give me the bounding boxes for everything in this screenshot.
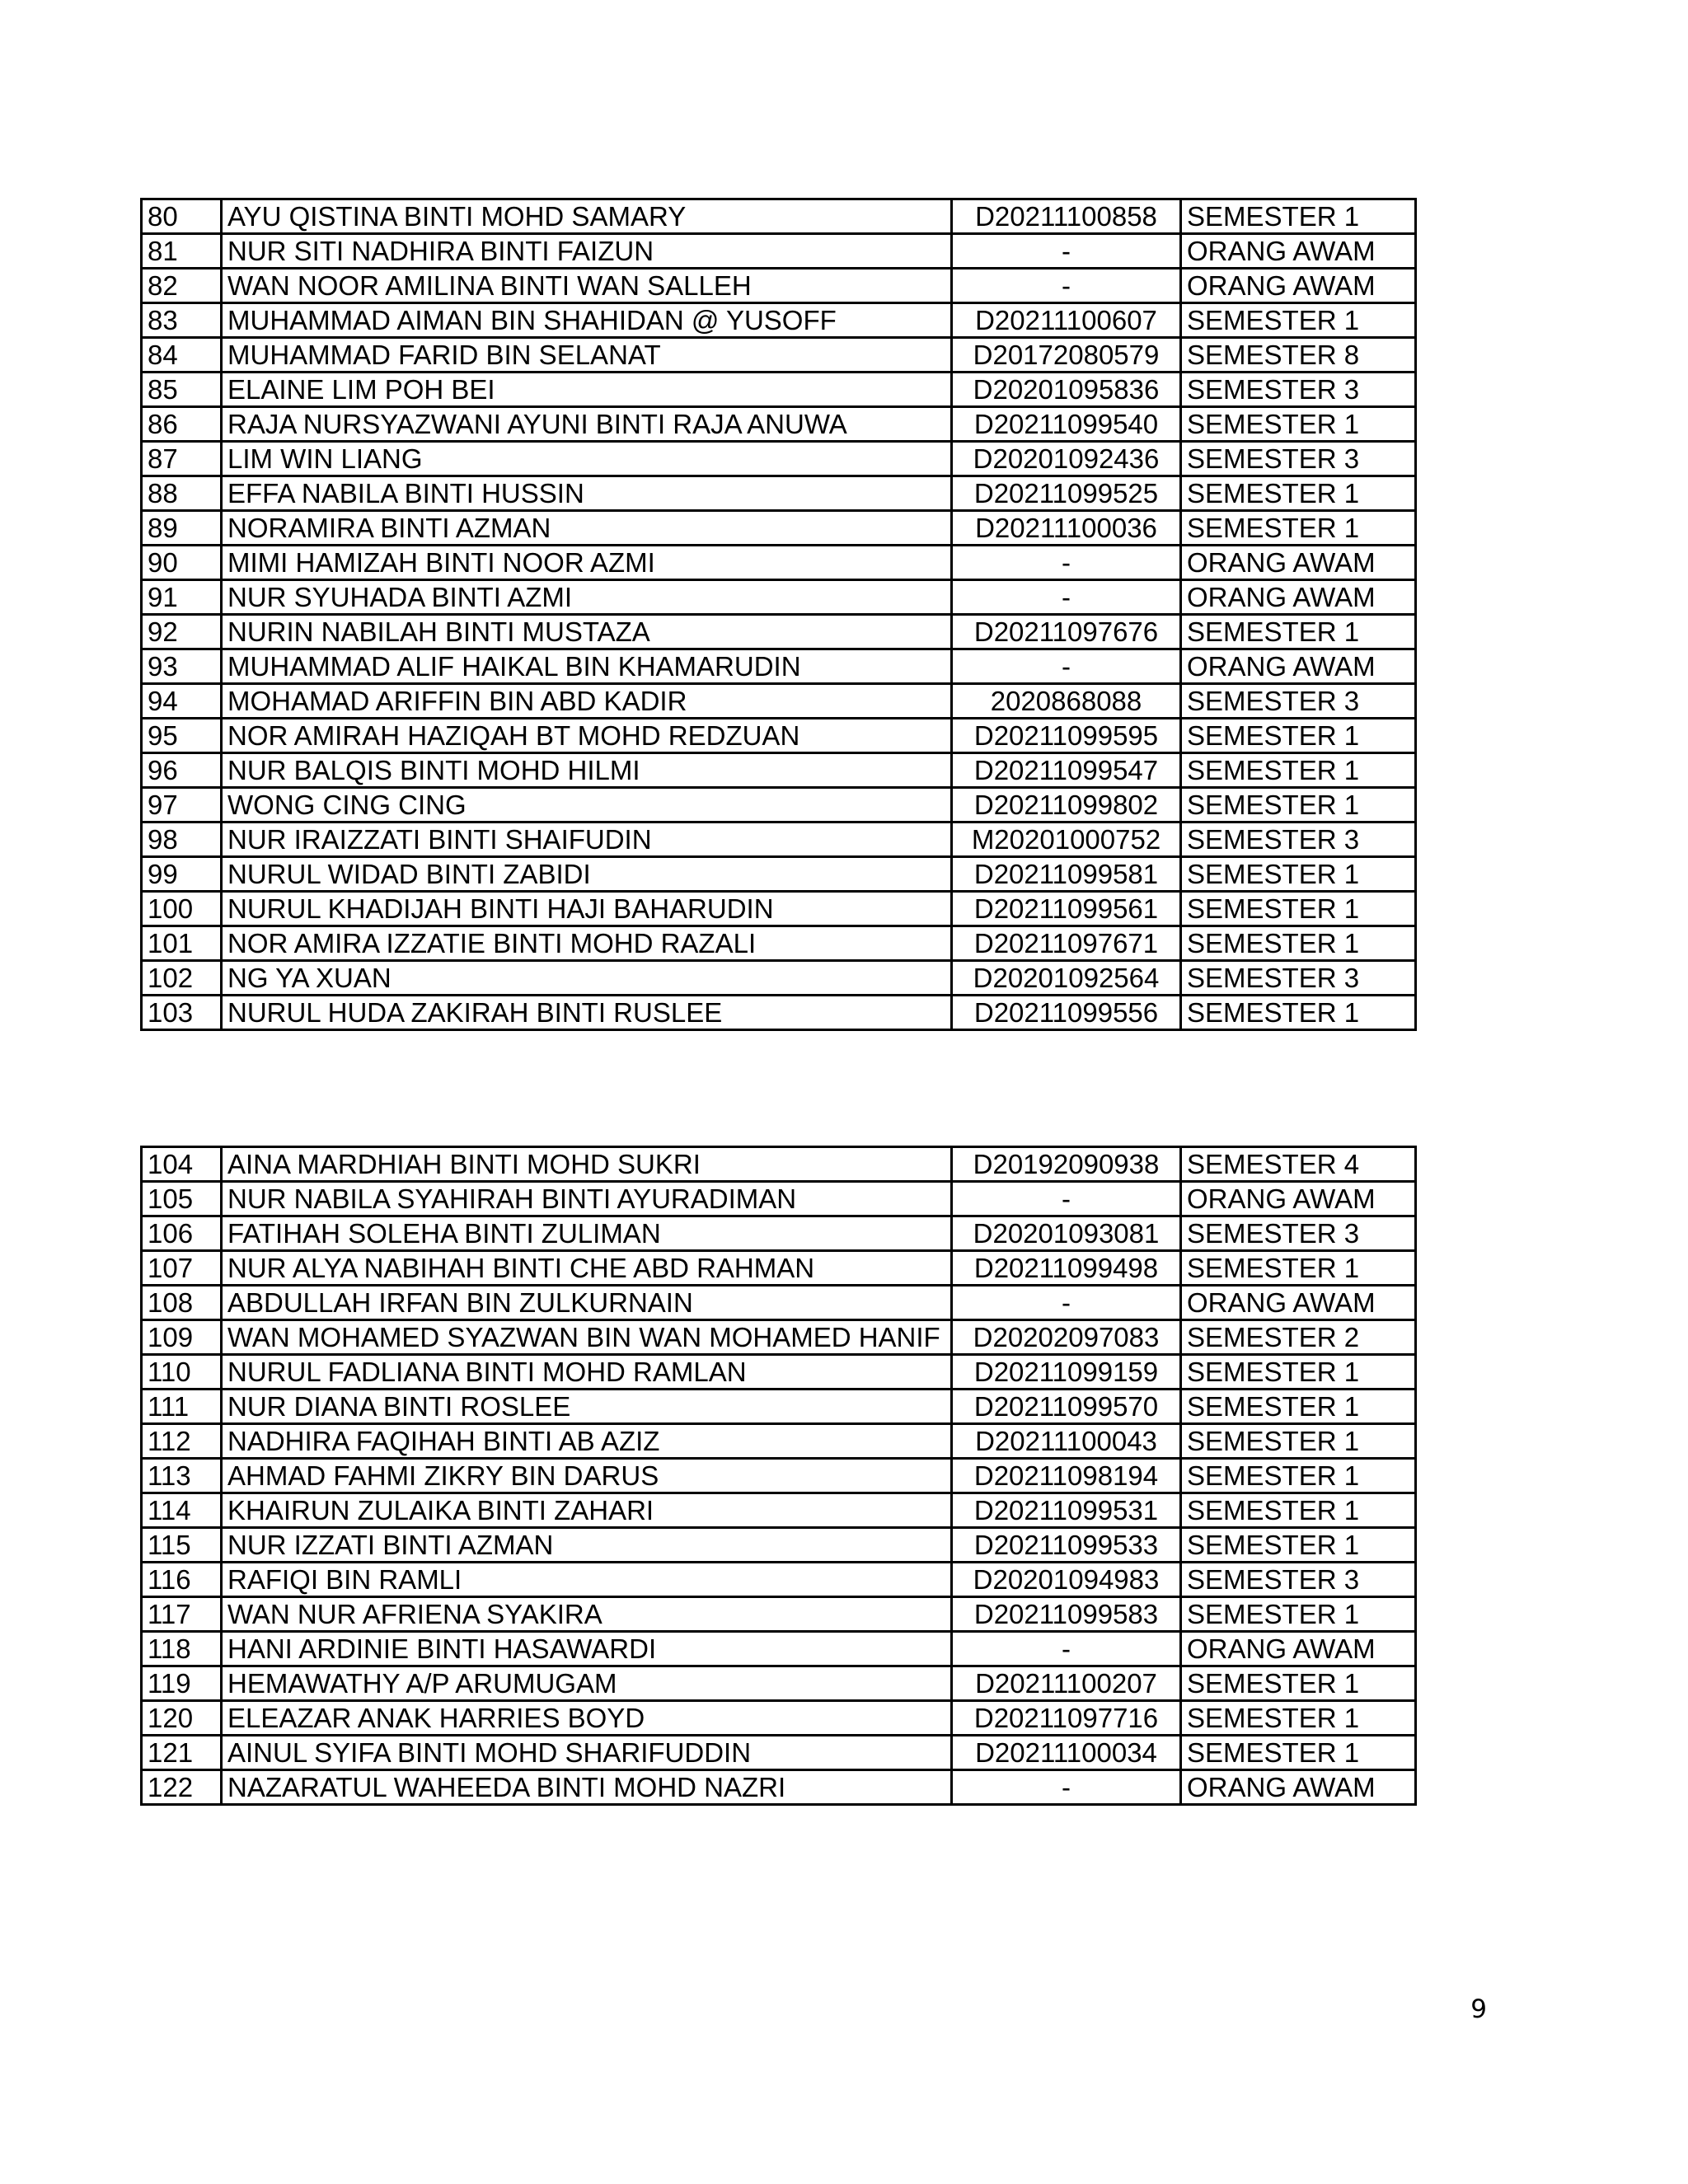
name-cell: NURIN NABILAH BINTI MUSTAZA (222, 615, 952, 649)
status-cell: SEMESTER 1 (1181, 788, 1416, 823)
participant-table-body (142, 1147, 1416, 1805)
table-row (142, 788, 1416, 823)
name-cell: NG YA XUAN (222, 961, 952, 996)
status-cell: SEMESTER 3 (1181, 1216, 1416, 1251)
table-row (142, 823, 1416, 857)
table-row (142, 373, 1416, 407)
status-cell: ORANG AWAM (1181, 234, 1416, 269)
table-row (142, 338, 1416, 373)
table-row (142, 303, 1416, 338)
participant-table-2 (140, 1146, 1417, 1806)
table-row (142, 892, 1416, 926)
table-row (142, 580, 1416, 615)
status-cell: SEMESTER 4 (1181, 1147, 1416, 1182)
table-row (142, 1355, 1416, 1390)
name-cell: RAFIQI BIN RAMLI (222, 1563, 952, 1597)
row-number-cell: 112 (142, 1424, 222, 1459)
participant-table-body (142, 199, 1416, 1030)
name-cell: MIMI HAMIZAH BINTI NOOR AZMI (222, 546, 952, 580)
table-row (142, 1736, 1416, 1770)
status-cell: SEMESTER 3 (1181, 442, 1416, 476)
matric-id-cell: D20211097671 (952, 926, 1181, 961)
table-row (142, 1493, 1416, 1528)
row-number-cell: 82 (142, 269, 222, 303)
name-cell: NURUL FADLIANA BINTI MOHD RAMLAN (222, 1355, 952, 1390)
status-cell: SEMESTER 3 (1181, 961, 1416, 996)
matric-id-cell: D20211099159 (952, 1355, 1181, 1390)
table-row (142, 1216, 1416, 1251)
table-row (142, 1286, 1416, 1320)
matric-id-cell: D20211100043 (952, 1424, 1181, 1459)
table-row (142, 1424, 1416, 1459)
table-row (142, 719, 1416, 753)
row-number-cell: 99 (142, 857, 222, 892)
status-cell: SEMESTER 2 (1181, 1320, 1416, 1355)
name-cell: HEMAWATHY A/P ARUMUGAM (222, 1666, 952, 1701)
table-row (142, 1182, 1416, 1216)
status-cell: SEMESTER 1 (1181, 1390, 1416, 1424)
row-number-cell: 107 (142, 1251, 222, 1286)
row-number-cell: 91 (142, 580, 222, 615)
name-cell: NUR NABILA SYAHIRAH BINTI AYURADIMAN (222, 1182, 952, 1216)
table-row (142, 753, 1416, 788)
status-cell: ORANG AWAM (1181, 1632, 1416, 1666)
name-cell: NUR IRAIZZATI BINTI SHAIFUDIN (222, 823, 952, 857)
table-row (142, 1701, 1416, 1736)
table-row (142, 1597, 1416, 1632)
row-number-cell: 104 (142, 1147, 222, 1182)
table-row (142, 996, 1416, 1030)
matric-id-cell: D20211099581 (952, 857, 1181, 892)
name-cell: MOHAMAD ARIFFIN BIN ABD KADIR (222, 684, 952, 719)
name-cell: ELAINE LIM POH BEI (222, 373, 952, 407)
matric-id-cell: D20211100858 (952, 199, 1181, 234)
matric-id-cell: D20201094983 (952, 1563, 1181, 1597)
matric-id-cell: D20211099547 (952, 753, 1181, 788)
name-cell: NUR SYUHADA BINTI AZMI (222, 580, 952, 615)
table-row (142, 1528, 1416, 1563)
matric-id-cell: D20201093081 (952, 1216, 1181, 1251)
row-number-cell: 88 (142, 476, 222, 511)
row-number-cell: 118 (142, 1632, 222, 1666)
status-cell: SEMESTER 1 (1181, 1493, 1416, 1528)
matric-id-cell: - (952, 234, 1181, 269)
status-cell: SEMESTER 1 (1181, 407, 1416, 442)
matric-id-cell: - (952, 1286, 1181, 1320)
matric-id-cell: - (952, 269, 1181, 303)
row-number-cell: 111 (142, 1390, 222, 1424)
status-cell: ORANG AWAM (1181, 269, 1416, 303)
name-cell: NUR BALQIS BINTI MOHD HILMI (222, 753, 952, 788)
status-cell: SEMESTER 1 (1181, 926, 1416, 961)
row-number-cell: 85 (142, 373, 222, 407)
matric-id-cell: - (952, 546, 1181, 580)
status-cell: SEMESTER 1 (1181, 476, 1416, 511)
status-cell: SEMESTER 1 (1181, 753, 1416, 788)
row-number-cell: 108 (142, 1286, 222, 1320)
row-number-cell: 120 (142, 1701, 222, 1736)
matric-id-cell: D20211099556 (952, 996, 1181, 1030)
status-cell: ORANG AWAM (1181, 649, 1416, 684)
row-number-cell: 113 (142, 1459, 222, 1493)
matric-id-cell: M20201000752 (952, 823, 1181, 857)
row-number-cell: 119 (142, 1666, 222, 1701)
matric-id-cell: D20211099802 (952, 788, 1181, 823)
table-row (142, 546, 1416, 580)
status-cell: ORANG AWAM (1181, 580, 1416, 615)
status-cell: SEMESTER 1 (1181, 857, 1416, 892)
status-cell: SEMESTER 1 (1181, 1251, 1416, 1286)
row-number-cell: 95 (142, 719, 222, 753)
matric-id-cell: D20211099533 (952, 1528, 1181, 1563)
status-cell: SEMESTER 1 (1181, 1597, 1416, 1632)
row-number-cell: 101 (142, 926, 222, 961)
matric-id-cell: D20211099531 (952, 1493, 1181, 1528)
status-cell: SEMESTER 1 (1181, 1459, 1416, 1493)
row-number-cell: 117 (142, 1597, 222, 1632)
table-row (142, 926, 1416, 961)
matric-id-cell: - (952, 580, 1181, 615)
name-cell: NUR DIANA BINTI ROSLEE (222, 1390, 952, 1424)
name-cell: HANI ARDINIE BINTI HASAWARDI (222, 1632, 952, 1666)
status-cell: ORANG AWAM (1181, 1770, 1416, 1805)
name-cell: KHAIRUN ZULAIKA BINTI ZAHARI (222, 1493, 952, 1528)
name-cell: MUHAMMAD ALIF HAIKAL BIN KHAMARUDIN (222, 649, 952, 684)
status-cell: SEMESTER 1 (1181, 1736, 1416, 1770)
row-number-cell: 86 (142, 407, 222, 442)
name-cell: FATIHAH SOLEHA BINTI ZULIMAN (222, 1216, 952, 1251)
matric-id-cell: D20201095836 (952, 373, 1181, 407)
status-cell: SEMESTER 1 (1181, 1666, 1416, 1701)
status-cell: SEMESTER 1 (1181, 511, 1416, 546)
name-cell: WONG CING CING (222, 788, 952, 823)
name-cell: ABDULLAH IRFAN BIN ZULKURNAIN (222, 1286, 952, 1320)
table-row (142, 1147, 1416, 1182)
table-row (142, 234, 1416, 269)
matric-id-cell: D20211099498 (952, 1251, 1181, 1286)
matric-id-cell: D20211100607 (952, 303, 1181, 338)
table-row (142, 476, 1416, 511)
row-number-cell: 116 (142, 1563, 222, 1597)
table-row (142, 511, 1416, 546)
row-number-cell: 96 (142, 753, 222, 788)
matric-id-cell: D20202097083 (952, 1320, 1181, 1355)
name-cell: WAN MOHAMED SYAZWAN BIN WAN MOHAMED HANIF (222, 1320, 952, 1355)
matric-id-cell: D20211100036 (952, 511, 1181, 546)
matric-id-cell: D20211099583 (952, 1597, 1181, 1632)
name-cell: NUR IZZATI BINTI AZMAN (222, 1528, 952, 1563)
name-cell: RAJA NURSYAZWANI AYUNI BINTI RAJA ANUWA (222, 407, 952, 442)
row-number-cell: 105 (142, 1182, 222, 1216)
name-cell: WAN NUR AFRIENA SYAKIRA (222, 1597, 952, 1632)
row-number-cell: 121 (142, 1736, 222, 1770)
status-cell: SEMESTER 3 (1181, 684, 1416, 719)
status-cell: ORANG AWAM (1181, 1286, 1416, 1320)
status-cell: SEMESTER 3 (1181, 823, 1416, 857)
table-row (142, 649, 1416, 684)
row-number-cell: 109 (142, 1320, 222, 1355)
row-number-cell: 92 (142, 615, 222, 649)
row-number-cell: 115 (142, 1528, 222, 1563)
status-cell: SEMESTER 3 (1181, 1563, 1416, 1597)
status-cell: SEMESTER 1 (1181, 1355, 1416, 1390)
row-number-cell: 114 (142, 1493, 222, 1528)
name-cell: AYU QISTINA BINTI MOHD SAMARY (222, 199, 952, 234)
status-cell: ORANG AWAM (1181, 1182, 1416, 1216)
row-number-cell: 97 (142, 788, 222, 823)
matric-id-cell: - (952, 1770, 1181, 1805)
name-cell: MUHAMMAD FARID BIN SELANAT (222, 338, 952, 373)
row-number-cell: 98 (142, 823, 222, 857)
name-cell: NOR AMIRA IZZATIE BINTI MOHD RAZALI (222, 926, 952, 961)
name-cell: NAZARATUL WAHEEDA BINTI MOHD NAZRI (222, 1770, 952, 1805)
matric-id-cell: D20211099525 (952, 476, 1181, 511)
name-cell: NURUL KHADIJAH BINTI HAJI BAHARUDIN (222, 892, 952, 926)
status-cell: SEMESTER 1 (1181, 1701, 1416, 1736)
matric-id-cell: - (952, 1632, 1181, 1666)
status-cell: SEMESTER 1 (1181, 892, 1416, 926)
matric-id-cell: D20201092436 (952, 442, 1181, 476)
status-cell: SEMESTER 1 (1181, 615, 1416, 649)
matric-id-cell: D20201092564 (952, 961, 1181, 996)
table-row (142, 961, 1416, 996)
status-cell: SEMESTER 1 (1181, 996, 1416, 1030)
status-cell: SEMESTER 3 (1181, 373, 1416, 407)
row-number-cell: 106 (142, 1216, 222, 1251)
table-row (142, 1632, 1416, 1666)
table-row (142, 1770, 1416, 1805)
row-number-cell: 93 (142, 649, 222, 684)
matric-id-cell: D20211097676 (952, 615, 1181, 649)
name-cell: ELEAZAR ANAK HARRIES BOYD (222, 1701, 952, 1736)
table-row (142, 1459, 1416, 1493)
participant-table-1 (140, 198, 1417, 1031)
matric-id-cell: - (952, 649, 1181, 684)
row-number-cell: 100 (142, 892, 222, 926)
matric-id-cell: D20172080579 (952, 338, 1181, 373)
name-cell: MUHAMMAD AIMAN BIN SHAHIDAN @ YUSOFF (222, 303, 952, 338)
matric-id-cell: D20211099570 (952, 1390, 1181, 1424)
matric-id-cell: D20211099540 (952, 407, 1181, 442)
name-cell: NUR SITI NADHIRA BINTI FAIZUN (222, 234, 952, 269)
matric-id-cell: D20192090938 (952, 1147, 1181, 1182)
table-row (142, 857, 1416, 892)
name-cell: NURUL WIDAD BINTI ZABIDI (222, 857, 952, 892)
matric-id-cell: D20211100207 (952, 1666, 1181, 1701)
name-cell: AINUL SYIFA BINTI MOHD SHARIFUDDIN (222, 1736, 952, 1770)
table-row (142, 199, 1416, 234)
matric-id-cell: D20211099561 (952, 892, 1181, 926)
table-row (142, 1320, 1416, 1355)
row-number-cell: 103 (142, 996, 222, 1030)
name-cell: NADHIRA FAQIHAH BINTI AB AZIZ (222, 1424, 952, 1459)
matric-id-cell: 2020868088 (952, 684, 1181, 719)
name-cell: LIM WIN LIANG (222, 442, 952, 476)
matric-id-cell: D20211100034 (952, 1736, 1181, 1770)
name-cell: WAN NOOR AMILINA BINTI WAN SALLEH (222, 269, 952, 303)
name-cell: NORAMIRA BINTI AZMAN (222, 511, 952, 546)
name-cell: AHMAD FAHMI ZIKRY BIN DARUS (222, 1459, 952, 1493)
table-row (142, 1666, 1416, 1701)
table-row (142, 442, 1416, 476)
status-cell: SEMESTER 1 (1181, 1424, 1416, 1459)
row-number-cell: 84 (142, 338, 222, 373)
table-row (142, 684, 1416, 719)
matric-id-cell: - (952, 1182, 1181, 1216)
page-number: 9 (1470, 1994, 1487, 2024)
name-cell: EFFA NABILA BINTI HUSSIN (222, 476, 952, 511)
row-number-cell: 81 (142, 234, 222, 269)
table-row (142, 1251, 1416, 1286)
table-row (142, 1563, 1416, 1597)
status-cell: ORANG AWAM (1181, 546, 1416, 580)
row-number-cell: 122 (142, 1770, 222, 1805)
row-number-cell: 90 (142, 546, 222, 580)
table-row (142, 269, 1416, 303)
status-cell: SEMESTER 8 (1181, 338, 1416, 373)
row-number-cell: 110 (142, 1355, 222, 1390)
row-number-cell: 83 (142, 303, 222, 338)
name-cell: AINA MARDHIAH BINTI MOHD SUKRI (222, 1147, 952, 1182)
row-number-cell: 102 (142, 961, 222, 996)
table-row (142, 1390, 1416, 1424)
row-number-cell: 94 (142, 684, 222, 719)
name-cell: NURUL HUDA ZAKIRAH BINTI RUSLEE (222, 996, 952, 1030)
row-number-cell: 87 (142, 442, 222, 476)
status-cell: SEMESTER 1 (1181, 1528, 1416, 1563)
matric-id-cell: D20211097716 (952, 1701, 1181, 1736)
row-number-cell: 89 (142, 511, 222, 546)
name-cell: NUR ALYA NABIHAH BINTI CHE ABD RAHMAN (222, 1251, 952, 1286)
status-cell: SEMESTER 1 (1181, 719, 1416, 753)
table-row (142, 407, 1416, 442)
row-number-cell: 80 (142, 199, 222, 234)
matric-id-cell: D20211098194 (952, 1459, 1181, 1493)
table-row (142, 615, 1416, 649)
status-cell: SEMESTER 1 (1181, 303, 1416, 338)
status-cell: SEMESTER 1 (1181, 199, 1416, 234)
matric-id-cell: D20211099595 (952, 719, 1181, 753)
name-cell: NOR AMIRAH HAZIQAH BT MOHD REDZUAN (222, 719, 952, 753)
